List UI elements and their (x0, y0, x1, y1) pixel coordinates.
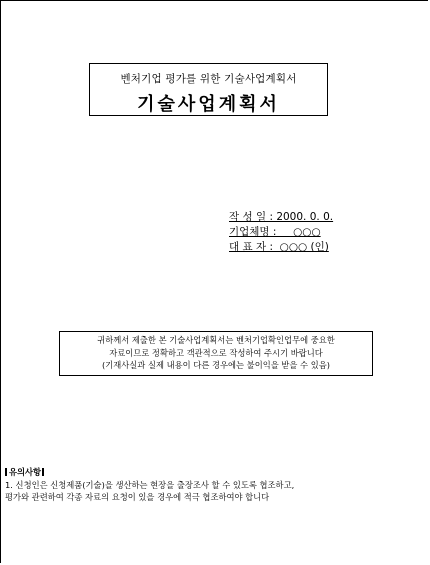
notice-box (59, 331, 373, 376)
document-subtitle: 벤처기업 평가를 위한 기술사업계획서 (120, 73, 297, 85)
company-name-field: 기업체명 : ○○○ (229, 226, 321, 238)
title-box (89, 63, 328, 116)
notes-line: 평가와 관련하여 각종 자료의 요청이 있을 경우에 적극 협조하여야 합니다 (5, 492, 270, 502)
bullet-mark-icon (5, 468, 7, 476)
notice-line: (기재사실과 실제 내용이 다른 경우에는 불이익을 받을 수 있음) (102, 360, 330, 370)
notes-heading (5, 466, 425, 479)
end-mark-icon (42, 468, 44, 476)
document-title: 기술사업계획서 (137, 94, 280, 115)
notice-line: 자료이므로 정확하고 객관적으로 작성하여 주시기 바랍니다 (109, 347, 323, 358)
representative-field: 대 표 자 : ○○○ (인) (229, 241, 329, 253)
date-field: 작 성 일 : 2000. 0. 0. (229, 211, 334, 223)
notes-section (5, 466, 425, 504)
company-info (229, 209, 333, 254)
notice-line: 귀하께서 제출한 본 기술사업계획서는 벤처기업확인업무에 중요한 (97, 335, 335, 345)
notes-title: 유의사항 (9, 467, 42, 477)
notes-line: 1. 신청인은 신청제품(기술)을 생산하는 현장을 출장조사 할 수 있도록 협조하고, (5, 479, 295, 490)
